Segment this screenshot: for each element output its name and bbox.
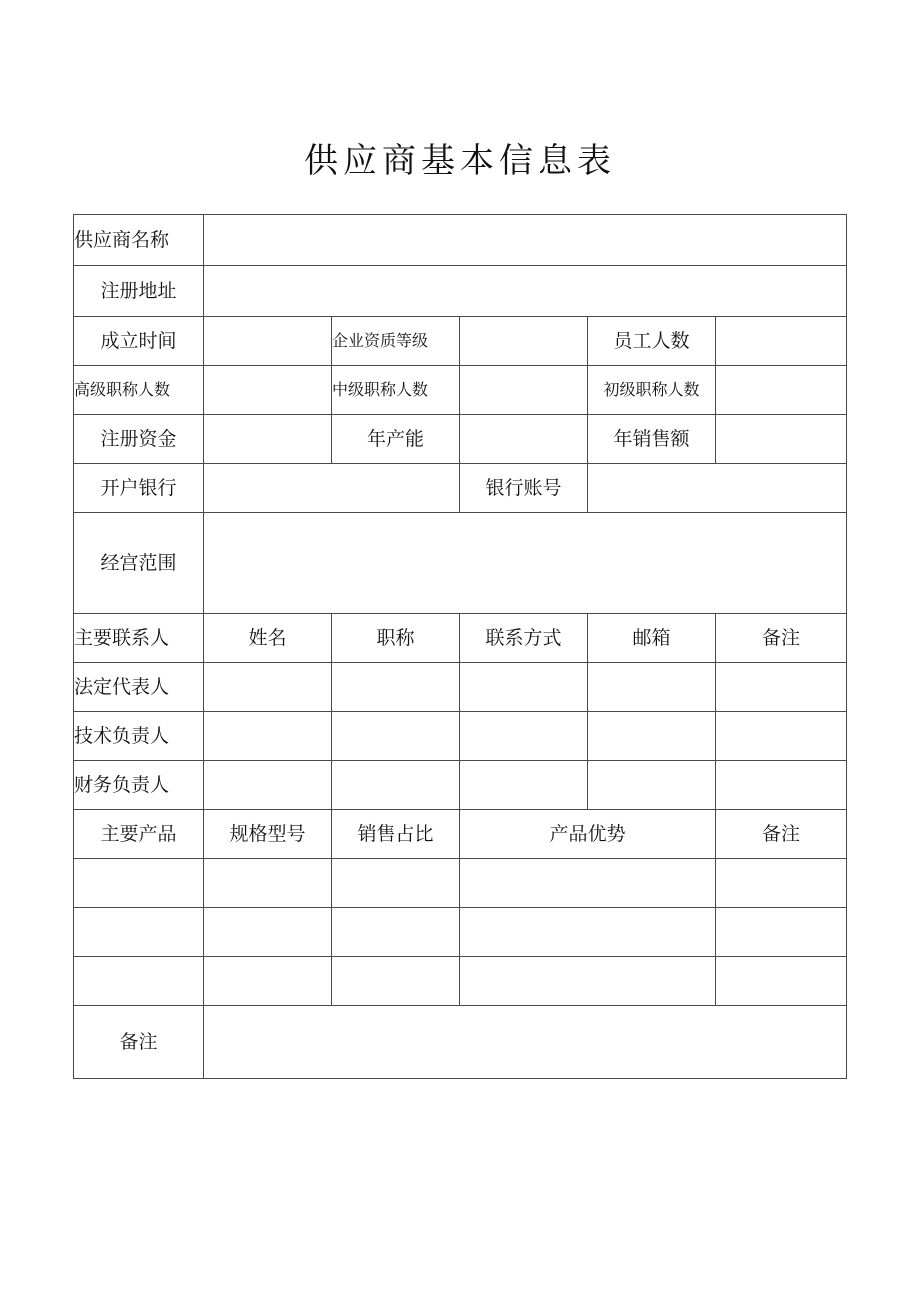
contact-title-field[interactable] <box>332 761 460 810</box>
contact-email-field[interactable] <box>588 663 716 712</box>
contact-name-field[interactable] <box>204 663 332 712</box>
product-spec-field[interactable] <box>204 859 332 908</box>
contacts-header-name: 姓名 <box>204 614 332 663</box>
contact-email-field[interactable] <box>588 761 716 810</box>
remarks-label: 备注 <box>74 1006 204 1079</box>
product-share-field[interactable] <box>332 908 460 957</box>
product-row <box>74 908 847 957</box>
contact-name-field[interactable] <box>204 712 332 761</box>
contact-phone-field[interactable] <box>460 761 588 810</box>
bank-label: 开户银行 <box>74 464 204 513</box>
employees-label: 员工人数 <box>588 317 716 366</box>
junior-title-field[interactable] <box>716 366 847 415</box>
contacts-header-email: 邮箱 <box>588 614 716 663</box>
form-title: 供应商基本信息表 <box>304 141 616 181</box>
products-header-main: 主要产品 <box>74 810 204 859</box>
supplier-name-field[interactable] <box>204 215 847 266</box>
reg-capital-field[interactable] <box>204 415 332 464</box>
product-share-field[interactable] <box>332 957 460 1006</box>
reg-address-field[interactable] <box>204 266 847 317</box>
reg-address-label: 注册地址 <box>74 266 204 317</box>
employees-field[interactable] <box>716 317 847 366</box>
contacts-header-title: 职称 <box>332 614 460 663</box>
product-remark-field[interactable] <box>716 908 847 957</box>
product-spec-field[interactable] <box>204 957 332 1006</box>
middle-title-label: 中级职称人数 <box>332 366 460 415</box>
contact-role-label: 财务负责人 <box>74 761 204 810</box>
products-header-spec: 规格型号 <box>204 810 332 859</box>
reg-capital-label: 注册资金 <box>74 415 204 464</box>
row-capital <box>74 415 847 464</box>
product-row <box>74 957 847 1006</box>
contacts-header-row <box>74 614 847 663</box>
contact-remark-field[interactable] <box>716 712 847 761</box>
contact-name-field[interactable] <box>204 761 332 810</box>
supplier-name-label: 供应商名称 <box>74 215 204 266</box>
row-reg-address <box>74 266 847 317</box>
product-spec-field[interactable] <box>204 908 332 957</box>
annual-capacity-label: 年产能 <box>332 415 460 464</box>
contacts-header-remark: 备注 <box>716 614 847 663</box>
junior-title-label: 初级职称人数 <box>588 366 716 415</box>
products-header-remark: 备注 <box>716 810 847 859</box>
founded-label: 成立时间 <box>74 317 204 366</box>
contact-role-label: 技术负责人 <box>74 712 204 761</box>
product-remark-field[interactable] <box>716 957 847 1006</box>
scope-field[interactable] <box>204 513 847 614</box>
row-bank <box>74 464 847 513</box>
row-supplier-name <box>74 215 847 266</box>
qualification-field[interactable] <box>460 317 588 366</box>
contact-row <box>74 712 847 761</box>
contact-title-field[interactable] <box>332 712 460 761</box>
qualification-label: 企业资质等级 <box>332 317 460 366</box>
products-header-row <box>74 810 847 859</box>
contact-email-field[interactable] <box>588 712 716 761</box>
contacts-header-phone: 联系方式 <box>460 614 588 663</box>
product-name-field[interactable] <box>74 859 204 908</box>
product-advantage-field[interactable] <box>460 957 716 1006</box>
contact-role-label: 法定代表人 <box>74 663 204 712</box>
product-advantage-field[interactable] <box>460 859 716 908</box>
contact-phone-field[interactable] <box>460 663 588 712</box>
annual-sales-label: 年销售额 <box>588 415 716 464</box>
remarks-field[interactable] <box>204 1006 847 1079</box>
product-name-field[interactable] <box>74 957 204 1006</box>
contact-remark-field[interactable] <box>716 761 847 810</box>
products-header-share: 销售占比 <box>332 810 460 859</box>
senior-title-label: 高级职称人数 <box>74 366 204 415</box>
scope-label: 经宫范围 <box>74 513 204 614</box>
contact-row <box>74 761 847 810</box>
senior-title-field[interactable] <box>204 366 332 415</box>
contact-phone-field[interactable] <box>460 712 588 761</box>
annual-capacity-field[interactable] <box>460 415 588 464</box>
contact-row <box>74 663 847 712</box>
account-field[interactable] <box>588 464 847 513</box>
contacts-header-main: 主要联系人 <box>74 614 204 663</box>
row-titles <box>74 366 847 415</box>
contact-title-field[interactable] <box>332 663 460 712</box>
product-row <box>74 859 847 908</box>
founded-field[interactable] <box>204 317 332 366</box>
row-founded <box>74 317 847 366</box>
contact-remark-field[interactable] <box>716 663 847 712</box>
account-label: 银行账号 <box>460 464 588 513</box>
middle-title-field[interactable] <box>460 366 588 415</box>
bank-field[interactable] <box>204 464 460 513</box>
products-header-advantage: 产品优势 <box>460 810 716 859</box>
annual-sales-field[interactable] <box>716 415 847 464</box>
row-scope <box>74 513 847 614</box>
product-remark-field[interactable] <box>716 859 847 908</box>
supplier-info-table <box>73 214 847 1079</box>
row-remarks <box>74 1006 847 1079</box>
product-name-field[interactable] <box>74 908 204 957</box>
product-advantage-field[interactable] <box>460 908 716 957</box>
product-share-field[interactable] <box>332 859 460 908</box>
